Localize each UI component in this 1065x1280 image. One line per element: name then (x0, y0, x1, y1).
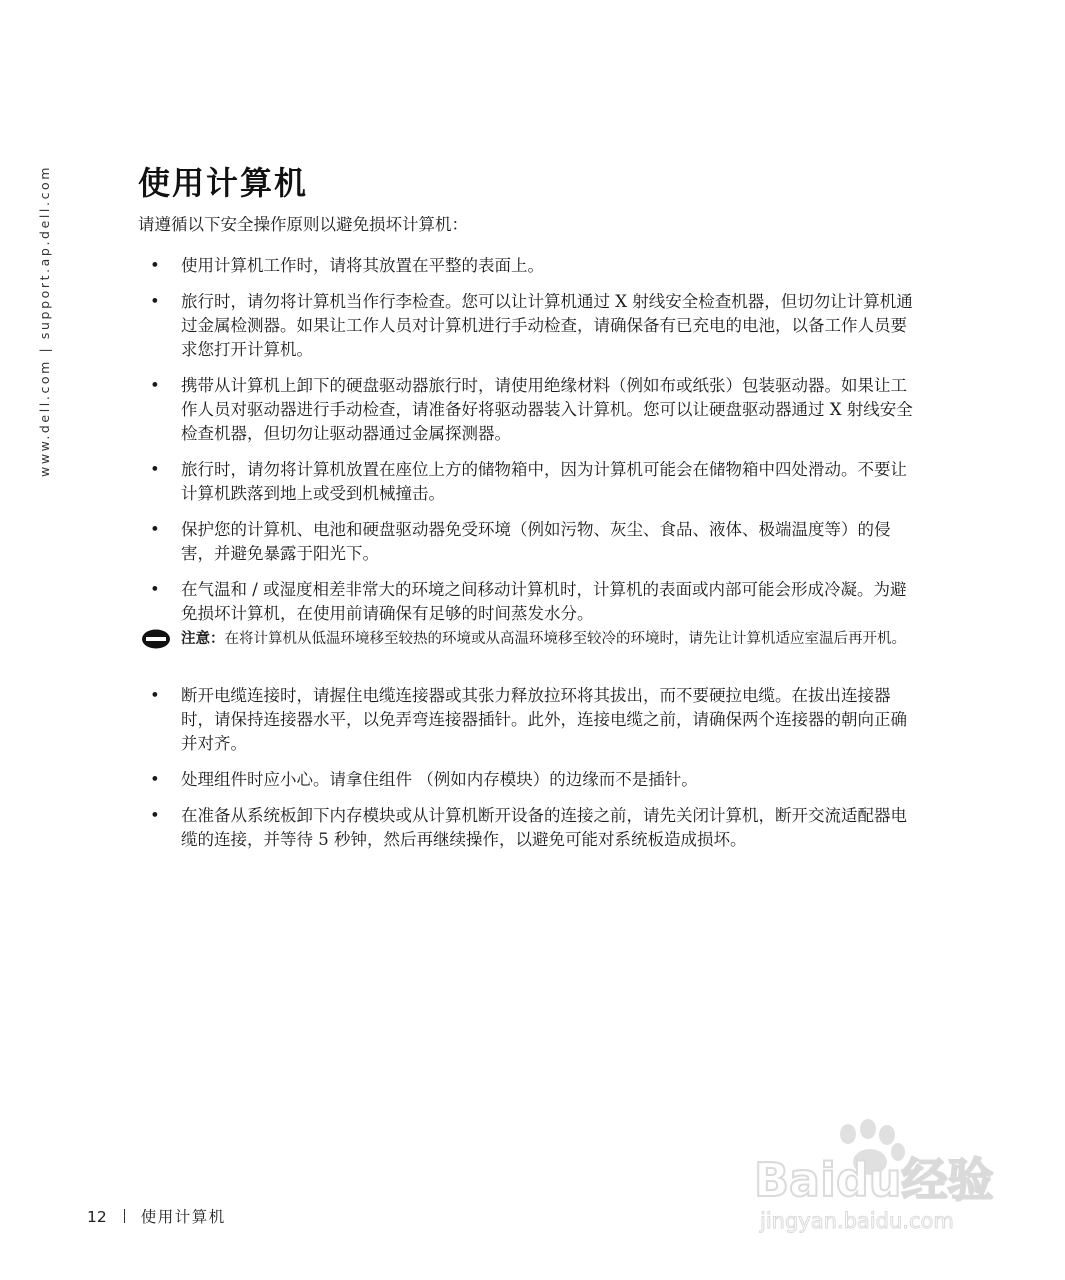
notice-box (141, 628, 921, 650)
bullet-mark: • (150, 520, 160, 539)
list-item-text: 保护您的计算机、电池和硬盘驱动器免受环境（例如污物、灰尘、食品、液体、极端温度等）的侵害，并避免暴露于阳光下。 (181, 520, 891, 563)
list-item (146, 804, 916, 852)
footer-section-label: 使用计算机 (140, 1208, 226, 1226)
notice-icon (141, 629, 171, 649)
list-item-text: 处理组件时应小心。请拿住组件 （例如内存模块）的边缘而不是插针。 (181, 770, 698, 789)
list-item (146, 290, 916, 362)
watermark-brand: Baidu经验 (754, 1153, 994, 1207)
bullet-mark: • (150, 686, 160, 705)
bullet-mark: • (150, 292, 160, 311)
sidebar-url: www.dell.com | support.ap.dell.com (37, 164, 52, 477)
list-item (146, 578, 916, 626)
page-title: 使用计算机 (138, 164, 309, 202)
list-item (146, 684, 916, 756)
bullet-list-after-notice (146, 684, 916, 864)
intro-text: 请遵循以下安全操作原则以避免损坏计算机： (138, 215, 468, 234)
list-item-text: 在气温和 / 或湿度相差非常大的环境之间移动计算机时，计算机的表面或内部可能会形成冷凝。为避免损坏计算机，在使用前请确保有足够的时间蒸发水分。 (181, 580, 907, 623)
bullet-mark: • (150, 580, 160, 599)
bullet-list-before-notice (146, 254, 916, 638)
list-item (146, 768, 916, 792)
page-footer (87, 1205, 226, 1227)
bullet-mark: • (150, 770, 160, 789)
bullet-mark: • (150, 806, 160, 825)
notice-text-block (141, 628, 921, 650)
list-item (146, 374, 916, 446)
footer-divider (124, 1209, 125, 1223)
list-item-text: 使用计算机工作时，请将其放置在平整的表面上。 (181, 256, 544, 275)
list-item (146, 518, 916, 566)
notice-label: 注意： (181, 631, 225, 647)
watermark-url: jingyan.baidu.com (760, 1209, 954, 1233)
bullet-mark: • (150, 376, 160, 395)
list-item-text: 携带从计算机上卸下的硬盘驱动器旅行时，请使用绝缘材料（例如布或纸张）包装驱动器。如果让工作人员对驱动器进行手动检查，请准备好将驱动器装入计算机。您可以让硬盘驱动器通过 X 射线安全检查机器，但切勿让驱动器通过金属探测器。 (181, 376, 913, 443)
notice-text: 在将计算机从低温环境移至较热的环境或从高温环境移至较冷的环境时，请先让计算机适应室温后再开机。 (224, 631, 906, 647)
list-item-text: 断开电缆连接时，请握住电缆连接器或其张力释放拉环将其拔出，而不要硬拉电缆。在拔出连接器时，请保持连接器水平，以免弄弯连接器插针。此外，连接电缆之前，请确保两个连接器的朝向正确并对齐。 (181, 686, 907, 753)
list-item-text: 旅行时，请勿将计算机放置在座位上方的储物箱中，因为计算机可能会在储物箱中四处滑动。不要让计算机跌落到地上或受到机械撞击。 (181, 460, 907, 503)
list-item-text: 旅行时，请勿将计算机当作行李检查。您可以让计算机通过 X 射线安全检查机器，但切勿让计算机通过金属检测器。如果让工作人员对计算机进行手动检查，请确保备有已充电的电池，以备工作人员要求您打开计算机。 (181, 292, 913, 359)
list-item (146, 458, 916, 506)
baidu-watermark-logo (752, 1118, 1002, 1238)
list-item (146, 254, 916, 278)
list-item-text: 在准备从系统板卸下内存模块或从计算机断开设备的连接之前，请先关闭计算机，断开交流适配器电缆的连接，并等待 5 秒钟，然后再继续操作，以避免可能对系统板造成损坏。 (181, 806, 907, 849)
bullet-mark: • (150, 460, 160, 479)
bullet-mark: • (150, 256, 160, 275)
page-number: 12 (87, 1208, 107, 1226)
